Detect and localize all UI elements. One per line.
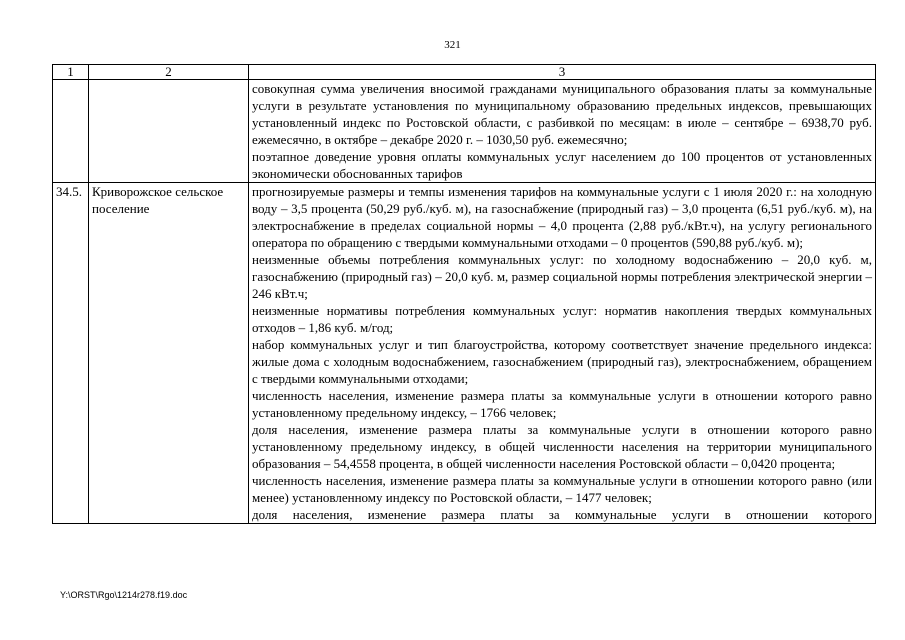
- row-number-cell: 34.5.: [53, 183, 89, 524]
- row-name-cell: Криворожское сельское поселение: [89, 183, 249, 524]
- table-header-row: [53, 65, 876, 80]
- paragraph: неизменные объемы потребления коммунальных услуг: по холодному водоснабжению – 20,0 куб. м, газоснабжению (природный газ) – 20,0 куб. м, размер социальной нормы потребления электрической энергии – 246 кВт.ч;: [252, 252, 872, 301]
- paragraph: совокупная сумма увеличения вносимой гражданами муниципального образования платы за коммунальные услуги в результате установления по муниципальному образованию предельных индексов, превышающих установленный индекс по Ростовской области, с разбивкой по месяцам: в июле – сентябре – 6938,70 руб. ежемесячно, в октябре – декабре 2020 г. – 1030,50 руб. ежемесячно;: [252, 81, 872, 147]
- column-header-2: 2: [89, 65, 249, 80]
- paragraph: численность населения, изменение размера платы за коммунальные услуги в отношении которого равно (или менее) установленному индексу по Ростовской области, – 1477 человек;: [252, 473, 872, 505]
- row-name-cell: [89, 80, 249, 183]
- paragraph: прогнозируемые размеры и темпы изменения тарифов на коммунальные услуги с 1 июля 2020 г.: на холодную воду – 3,5 процента (50,29 руб./куб. м), на газоснабжение (природный газ) – 3,0 процента (6,51 руб./куб. м), на электроснабжение в пределах социальной нормы – 4,0 процента (2,88 руб./кВт.ч), на услугу регионального оператора по обращению с твердыми коммунальными отходами – 0 процентов (590,88 руб./куб. м);: [252, 184, 872, 250]
- paragraph: доля населения, изменение размера платы за коммунальные услуги в отношении которого равно установленному предельному индексу, в общей численности населения на территории муниципального образования – 54,4558 процента, в общей численности населения Ростовской области – 0,0420 процента;: [252, 422, 872, 471]
- document-table: [52, 64, 876, 524]
- page-number: 321: [444, 39, 461, 51]
- row-number-cell: [53, 80, 89, 183]
- paragraph: доля населения, изменение размера платы за коммунальные услуги в отношении которого: [252, 507, 872, 522]
- paragraph: поэтапное доведение уровня оплаты коммунальных услуг населением до 100 процентов от установленных экономически обоснованных тарифов: [252, 149, 872, 181]
- paragraph: набор коммунальных услуг и тип благоустройства, которому соответствует значение предельного индекса: жилые дома с холодным водоснабжением, газоснабжением (природный газ), электроснабжением, обращением с твердыми коммунальными отходами;: [252, 337, 872, 386]
- paragraph: численность населения, изменение размера платы за коммунальные услуги в отношении которого равно установленному предельному индексу, – 1766 человек;: [252, 388, 872, 420]
- table-row: [53, 80, 876, 183]
- column-header-3: 3: [249, 65, 876, 80]
- column-header-1: 1: [53, 65, 89, 80]
- document-path: Y:\ORST\Rgo\1214r278.f19.doc: [60, 590, 188, 600]
- paragraph: неизменные нормативы потребления коммунальных услуг: норматив накопления твердых коммунальных отходов – 1,86 куб. м/год;: [252, 303, 872, 335]
- table-row: [53, 183, 876, 524]
- row-content-cell: [249, 183, 876, 524]
- row-content-cell: [249, 80, 876, 183]
